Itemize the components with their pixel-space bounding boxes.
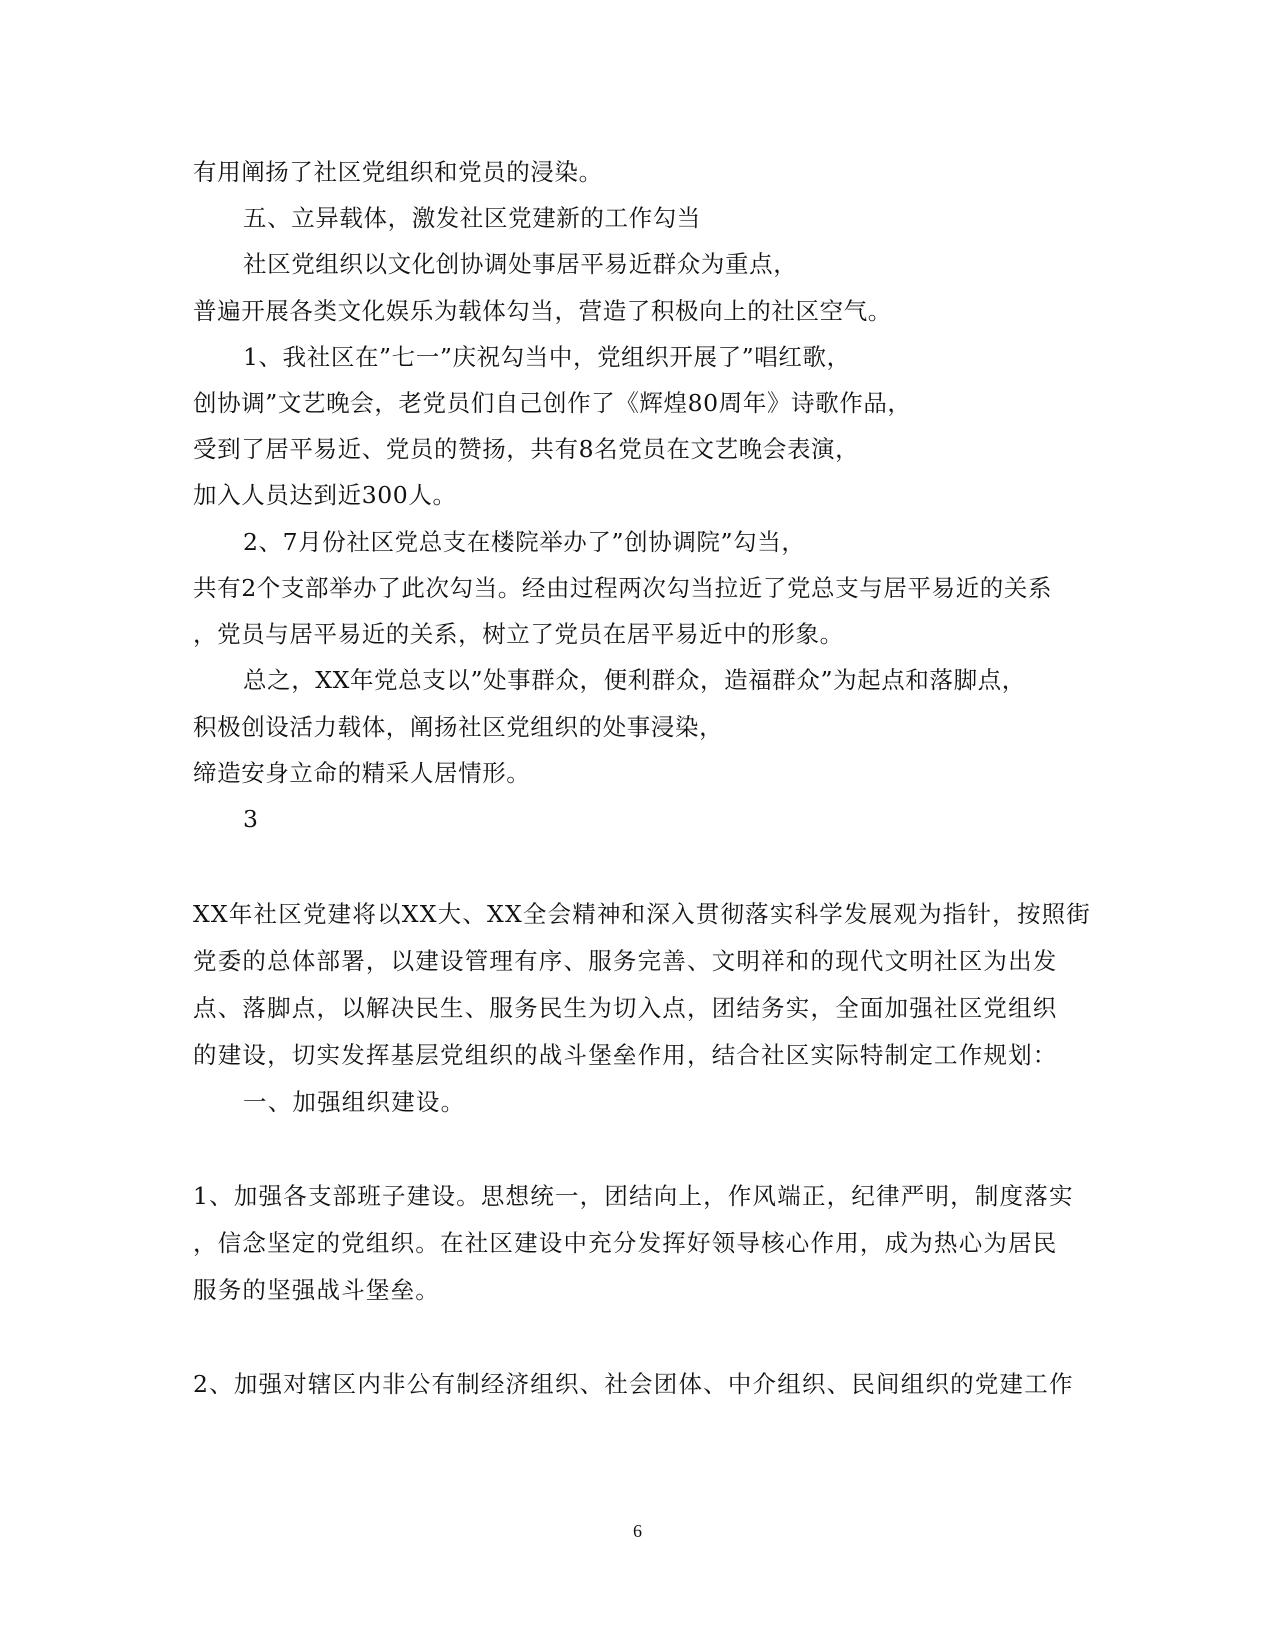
text-line: 缔造安身立命的精采人居情形。 <box>193 759 531 787</box>
text-line: 1、我社区在”七一”庆祝勾当中，党组织开展了”唱红歌， <box>243 343 851 371</box>
text-line: 加入人员达到近300人。 <box>193 481 457 509</box>
text-line: ，党员与居平易近的关系，树立了党员在居平易近中的形象。 <box>193 620 844 648</box>
text-line: 的建设，切实发挥基层党组织的战斗堡垒作用，结合社区实际特制定工作规划： <box>193 1041 1058 1069</box>
section-heading: 五、立异载体，激发社区党建新的工作勾当 <box>243 204 701 232</box>
text-line: 总之，XX年党总支以”处事群众，便利群众，造福群众”为起点和落脚点， <box>243 666 1026 694</box>
page-number: 6 <box>633 1521 642 1541</box>
text-line: 受到了居平易近、党员的赞扬，共有8名党员在文艺晚会表演， <box>193 435 860 463</box>
text-line: 积极创设活力载体，阐扬社区党组织的处事浸染， <box>193 713 724 741</box>
section-heading: 一、加强组织建设。 <box>243 1088 466 1116</box>
text-line: 2、加强对辖区内非公有制经济组织、社会团体、中介组织、民间组织的党建工作 <box>193 1370 1074 1398</box>
text-line: 服务的坚强战斗堡垒。 <box>193 1276 440 1304</box>
text-line: 党委的总体部署，以建设管理有序、服务完善、文明祥和的现代文明社区为出发 <box>193 947 1058 975</box>
text-line: 共有2个支部举办了此次勾当。经由过程两次勾当拉近了党总支与居平易近的关系 <box>193 574 1053 602</box>
section-number: 3 <box>243 805 259 833</box>
text-line: 2、7月份社区党总支在楼院举办了”创协调院”勾当， <box>243 528 806 556</box>
text-line: 1、加强各支部班子建设。思想统一，团结向上，作风端正，纪律严明，制度落实 <box>193 1182 1074 1210</box>
text-line: ，信念坚定的党组织。在社区建设中充分发挥好领导核心作用，成为热心为居民 <box>193 1229 1058 1257</box>
text-line: 创协调”文艺晚会，老党员们自己创作了《辉煌80周年》诗歌作品， <box>193 389 912 417</box>
text-line: 点、落脚点，以解决民生、服务民生为切入点，团结务实，全面加强社区党组织 <box>193 994 1058 1022</box>
text-line: XX年社区党建将以XX大、XX全会精神和深入贯彻落实科学发展观为指针，按照街 <box>193 900 1091 928</box>
text-line: 社区党组织以文化创协调处事居平易近群众为重点， <box>243 250 798 278</box>
text-line: 普遍开展各类文化娱乐为载体勾当，营造了积极向上的社区空气。 <box>193 297 892 325</box>
text-line: 有用阐扬了社区党组织和党员的浸染。 <box>193 158 603 186</box>
